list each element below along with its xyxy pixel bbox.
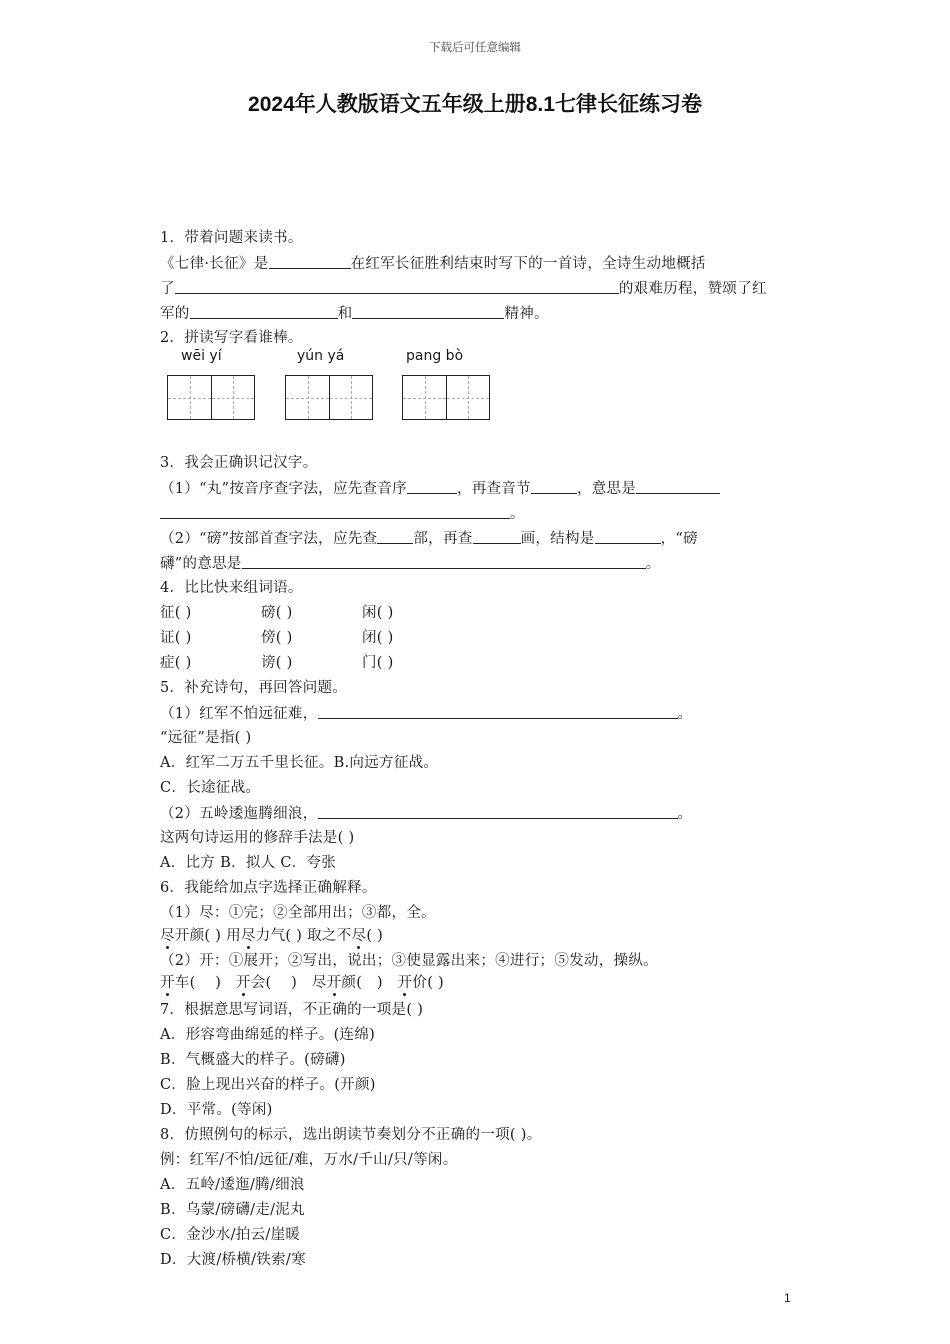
blank-poem-1[interactable] [318, 703, 678, 719]
blank-meaning-1-cont[interactable] [160, 503, 510, 519]
q1-text: 的艰难历程，赞颂了红 [618, 281, 767, 297]
q3-text: 画，结构是 [520, 531, 595, 547]
dotted-char: 开 [326, 975, 342, 991]
blank-spirit-1[interactable] [190, 303, 338, 319]
writing-cell[interactable] [446, 376, 489, 419]
q6-text[interactable]: 开颜( ) 用 [174, 928, 241, 944]
blank-meaning-2[interactable] [242, 553, 646, 569]
q5-line2 [160, 803, 692, 824]
q6-def-1: （1）尽：①完；②全部用出；③都，全。 [160, 905, 436, 921]
q1-text: 在红军长征胜利结束时写下的一首诗，全诗生动地概括 [350, 256, 706, 272]
q1-text: 军的 [160, 306, 190, 322]
blank-poem-2[interactable] [318, 803, 678, 819]
q5-text: 。 [677, 806, 693, 822]
word-item[interactable]: 闭( ) [362, 630, 394, 646]
q3-text: ，“磅 [660, 531, 698, 547]
q6-text[interactable]: 价( ) [412, 975, 445, 991]
q1-text: 了 [160, 281, 175, 297]
writing-cell[interactable] [329, 376, 372, 419]
q1-heading: 1．带着问题来读书。 [160, 230, 303, 246]
writing-grid-1 [167, 375, 255, 420]
blank-yinjie[interactable] [531, 478, 577, 494]
q6-text[interactable]: 力气( ) 取之不 [255, 928, 352, 944]
q5-options-2[interactable]: A．比方 B．拟人 C．夸张 [160, 855, 337, 871]
q5-text: （2）五岭逶迤腾细浪， [160, 806, 318, 822]
q4-heading: 4．比比快来组词语。 [160, 580, 303, 596]
q3-text: 部，再查 [413, 531, 473, 547]
q5-options-1c[interactable]: C．长途征战。 [160, 780, 261, 796]
writing-cell[interactable] [211, 376, 254, 419]
word-item[interactable]: 傍( ) [261, 630, 293, 646]
q4-row [160, 628, 394, 648]
q1-line1 [160, 253, 706, 274]
blank-structure[interactable] [595, 528, 661, 544]
q3-text: （1）“丸”按音序查字法，应先查音序 [160, 481, 407, 497]
q3-text: ，再查音节 [456, 481, 531, 497]
q6-text[interactable]: 会( ) 尽 [250, 975, 327, 991]
blank-strokes[interactable] [473, 528, 521, 544]
pinyin-1: wēi yí [181, 348, 222, 364]
pinyin-2: yún yá [297, 348, 345, 364]
q3-heading: 3．我会正确识记汉字。 [160, 455, 318, 471]
dotted-char: 尽 [160, 928, 175, 944]
dotted-char: 开 [160, 975, 175, 991]
writing-grid-2 [285, 375, 373, 420]
dotted-char: 开 [397, 975, 413, 991]
q1-line2 [160, 278, 767, 299]
q5-question-2: 这两句诗运用的修辞手法是( ) [160, 830, 355, 846]
q6-row-2 [160, 973, 444, 993]
q3-line2 [160, 503, 525, 524]
dotted-char: 开 [235, 975, 251, 991]
word-item[interactable]: 症( ) [160, 655, 192, 671]
q8-option[interactable]: A．五岭/逶迤/腾/细浪 [160, 1177, 305, 1193]
blank-meaning-1[interactable] [636, 478, 720, 494]
word-item[interactable]: 谤( ) [261, 655, 293, 671]
q7-option[interactable]: A．形容弯曲绵延的样子。(连绵) [160, 1027, 376, 1043]
q6-heading: 6．我能给加点字选择正确解释。 [160, 880, 377, 896]
q8-heading: 8．仿照例句的标示，选出朗读节奏划分不正确的一项( )。 [160, 1127, 542, 1143]
word-item[interactable]: 闲( ) [362, 605, 394, 621]
q3-line4 [160, 553, 661, 574]
word-item[interactable]: 征( ) [160, 605, 192, 621]
word-item[interactable]: 磅( ) [261, 605, 293, 621]
q5-text: 。 [677, 706, 693, 722]
writing-cell[interactable] [286, 376, 329, 419]
q3-text: 。 [510, 506, 525, 522]
pinyin-3: pang bò [406, 348, 464, 364]
q7-option[interactable]: C．脸上现出兴奋的样子。(开颜) [160, 1077, 376, 1093]
writing-grid-3 [402, 375, 490, 420]
q6-text[interactable]: 车( ) [174, 975, 236, 991]
q3-text: 。 [645, 556, 661, 572]
q8-option[interactable]: D．大渡/桥横/铁索/寒 [160, 1252, 306, 1268]
q6-text[interactable]: ( ) [366, 928, 384, 944]
blank-author[interactable] [269, 253, 351, 269]
blank-yinxu[interactable] [407, 478, 457, 494]
q5-question-1: “远征”是指( ) [160, 730, 252, 746]
word-item[interactable]: 门( ) [362, 655, 394, 671]
q3-text: （2）“磅”按部首查字法，应先查 [160, 531, 378, 547]
q6-def-2: （2）开：①展开；②写出，说出；③使显露出来；④进行；⑤发动，操纵。 [160, 953, 658, 969]
q3-text: ，意思是 [576, 481, 637, 497]
blank-journey[interactable] [175, 278, 619, 294]
q4-row [160, 653, 394, 673]
q3-line3 [160, 528, 698, 549]
q4-row [160, 603, 394, 623]
q8-option[interactable]: C．金沙水/拍云/崖暖 [160, 1227, 301, 1243]
q5-options-1ab[interactable]: A．红军二万五千里长征。B.向远方征战。 [160, 755, 439, 771]
q1-text: 《七律·长征》是 [160, 256, 269, 272]
q7-option[interactable]: D．平常。(等闲) [160, 1102, 273, 1118]
word-item[interactable]: 证( ) [160, 630, 192, 646]
dotted-char: 尽 [351, 928, 367, 944]
q1-line3 [160, 303, 549, 324]
q1-text: 精神。 [504, 306, 549, 322]
q3-text: 礴”的意思是 [160, 556, 242, 572]
q5-heading: 5．补充诗句，再回答问题。 [160, 680, 348, 696]
q5-text: （1）红军不怕远征难， [160, 706, 318, 722]
q3-line1 [160, 478, 720, 499]
q2-heading: 2．拼读写字看谁棒。 [160, 330, 303, 346]
page-title: 2024年人教版语文五年级上册8.1七律长征练习卷 [248, 93, 702, 116]
blank-bushou[interactable] [377, 528, 413, 544]
dotted-char: 尽 [240, 928, 256, 944]
q1-text: 和 [337, 306, 353, 322]
q6-row-1 [160, 926, 383, 946]
q8-option[interactable]: B．乌蒙/磅礴/走/泥丸 [160, 1202, 305, 1218]
q8-example: 例：红军/不怕/远征/难，万水/千山/只/等闲。 [160, 1152, 458, 1168]
q5-line1 [160, 703, 692, 724]
q6-text[interactable]: 颜( ) [341, 975, 398, 991]
page-number: 1 [784, 1291, 791, 1305]
writing-cell[interactable] [168, 376, 211, 419]
writing-cell[interactable] [403, 376, 446, 419]
page-header: 下载后可任意编辑 [429, 40, 521, 54]
blank-spirit-2[interactable] [352, 303, 504, 319]
q7-option[interactable]: B．气概盛大的样子。(磅礴) [160, 1052, 346, 1068]
q7-heading: 7．根据意思写词语，不正确的一项是( ) [160, 1002, 424, 1018]
